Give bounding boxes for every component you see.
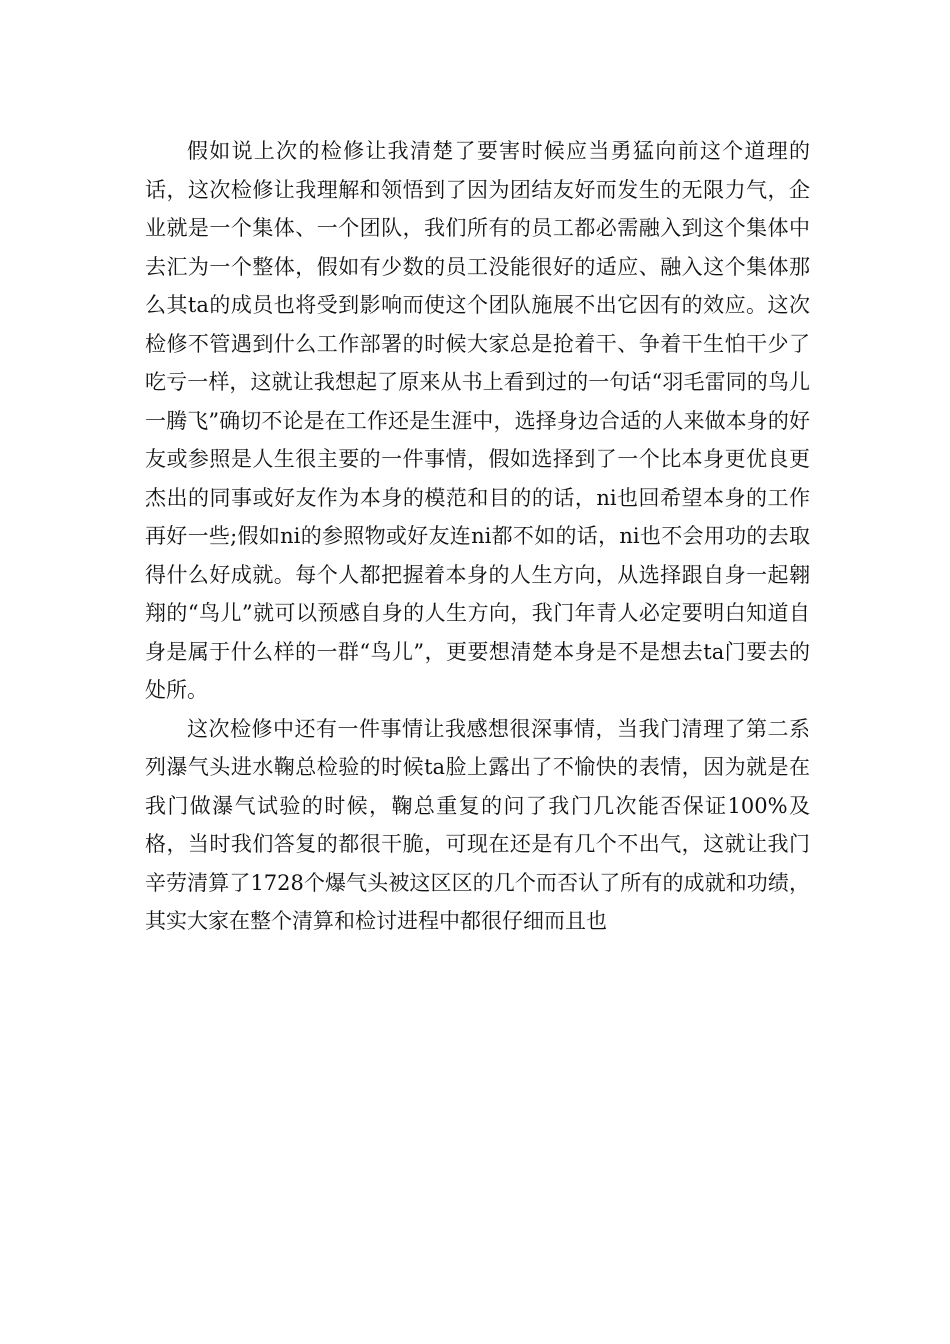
paragraph-1: 假如说上次的检修让我清楚了要害时候应当勇猛向前这个道理的话，这次检修让我理解和领悟到了因为团结友好而发生的无限力气，企业就是一个集体、一个团队，我们所有的员工都必需融入到这个集体中去汇为一个整体，假如有少数的员工没能很好的适应、融入这个集体那么其ta的成员也将受到影响而使这个团队施展不出它因有的效应。这次检修不管遇到什么工作部署的时候大家总是抢着干、争着干生怕干少了吃亏一样，这就让我想起了原来从书上看到过的一句话“羽毛雷同的鸟儿一腾飞”确切不论是在工作还是生涯中，选择身边合适的人来做本身的好友或参照是人生很主要的一件事情，假如选择到了一个比本身更优良更杰出的同事或好友作为本身的模范和目的的话，ni也回希望本身的工作再好一些;假如ni的参照物或好友连ni都不如的话，ni也不会用功的去取得什么好成就。每个人都把握着本身的人生方向，从选择跟自身一起翱翔的“鸟儿”就可以预感自身的人生方向，我门年青人必定要明白知道自身是属于什么样的一群“鸟儿”，更要想清楚本身是不是想去ta门要去的处所。	[145, 139, 810, 702]
body-text	[145, 132, 810, 941]
paragraph-2: 这次检修中还有一件事情让我感想很深事情，当我门清理了第二系列瀑气头进水鞠总检验的时候ta脸上露出了不愉快的表情，因为就是在我门做瀑气试验的时候，鞠总重复的问了我门几次能否保证100%及格，当时我们答复的都很干脆，可现在还是有几个不出气，这就让我门辛劳清算了1728个爆气头被这区区的几个而否认了所有的成就和功绩，其实大家在整个清算和检讨进程中都很仔细而且也	[145, 716, 810, 933]
